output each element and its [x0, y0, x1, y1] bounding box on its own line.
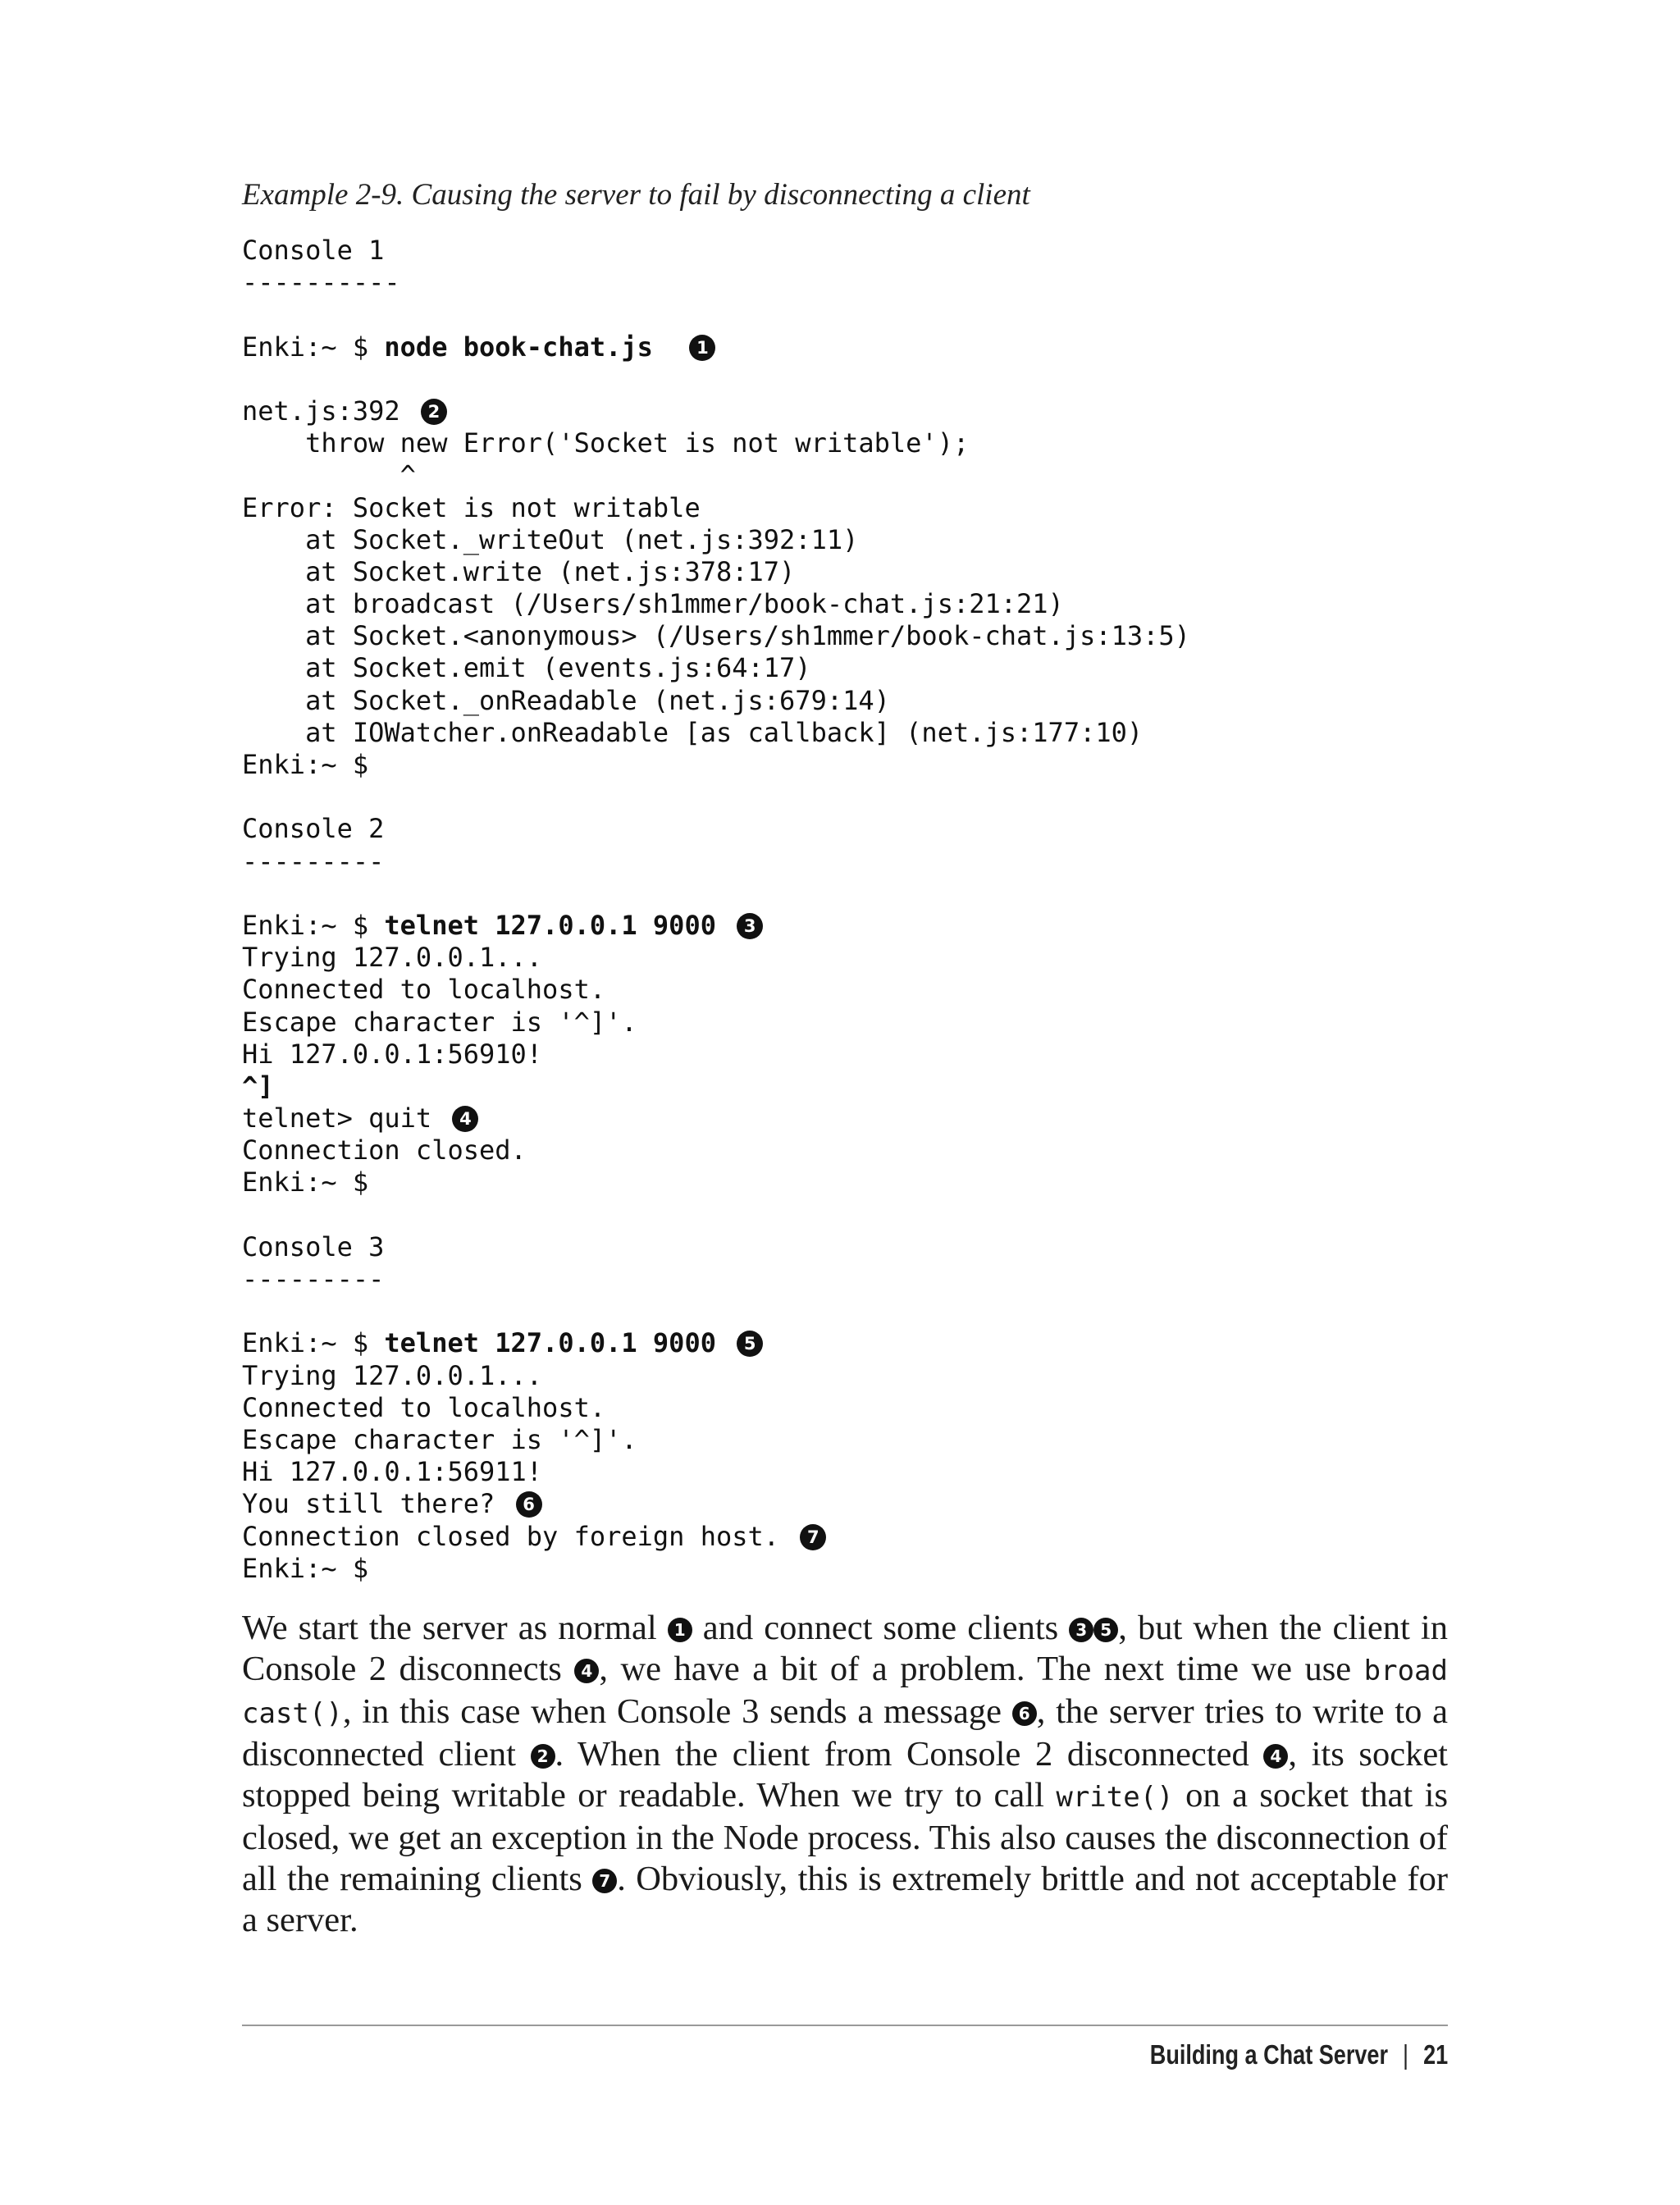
paragraph-text: . Obviously, this is extremely brittle and not acceptable for a server. — [242, 1860, 1448, 1939]
foreign-close-line — [242, 1521, 1190, 1553]
output-line: Escape character is '^]'. — [242, 1423, 637, 1455]
blank-line — [242, 363, 1190, 395]
shell-command: node book-chat.js — [384, 331, 653, 363]
shell-prompt: Enki:~ $ — [242, 331, 385, 363]
callout-3-icon: 3 — [737, 913, 763, 939]
connection-closed-foreign: Connection closed by foreign host. — [242, 1520, 780, 1552]
paragraph-text: . When the client from Console 2 disconnected — [555, 1735, 1264, 1774]
console1-header: Console 1 — [242, 235, 385, 266]
throw-line: throw new Error('Socket is not writable'); — [242, 427, 970, 459]
console3-divider: --------- — [242, 1263, 385, 1294]
paragraph-text: , its socket stopped being writable or readable. When we try to call — [242, 1735, 1448, 1815]
paragraph-text: , in this case when Console 3 sends a message — [342, 1692, 1012, 1731]
stack-frame: at Socket._onReadable (net.js:679:14) — [242, 684, 890, 716]
callout-2-icon: 2 — [531, 1744, 555, 1769]
callout-2-icon: 2 — [421, 399, 447, 425]
error-file: net.js:392 — [242, 395, 400, 427]
stack-frame: at Socket.write (net.js:378:17) — [242, 555, 796, 587]
paragraph-text: , the server tries to write to a disconnected client — [242, 1692, 1448, 1774]
paragraph-text: , we have a bit of a problem. The next time we use — [599, 1650, 1364, 1688]
stack-frame: at Socket._writeOut (net.js:392:11) — [242, 523, 859, 555]
console1-command-line — [242, 331, 1190, 363]
page-number: 21 — [1422, 2039, 1448, 2070]
footer-divider — [242, 2025, 1448, 2026]
console2-end-prompt: Enki:~ $ — [242, 1166, 369, 1198]
book-page — [242, 0, 1448, 2205]
output-line: Connected to localhost. — [242, 974, 606, 1006]
telnet-quit-line — [242, 1102, 1190, 1134]
shell-prompt: Enki:~ $ — [242, 1327, 385, 1359]
escape-sequence: ^] — [242, 1070, 274, 1102]
shell-command: telnet 127.0.0.1 9000 — [384, 1327, 716, 1359]
callout-7-icon: 7 — [592, 1869, 617, 1893]
console1-divider: ---------- — [242, 267, 400, 299]
output-line: Hi 127.0.0.1:56911! — [242, 1456, 543, 1488]
callout-7-icon: 7 — [800, 1524, 826, 1550]
callout-5-icon: 5 — [1093, 1618, 1118, 1642]
shell-prompt: Enki:~ $ — [242, 909, 385, 941]
paragraph-text: , but when the client in Console 2 disconnects — [242, 1609, 1448, 1688]
output-line: Escape character is '^]'. — [242, 1006, 637, 1038]
explanation-paragraph — [242, 1608, 1448, 1941]
paragraph-text: on a socket that is closed, we get an exception in the Node process. This also causes the disconnection of all the remaining clients — [242, 1776, 1448, 1898]
connection-closed: Connection closed. — [242, 1134, 527, 1166]
error-file-line — [242, 395, 1190, 427]
console1-end-prompt: Enki:~ $ — [242, 749, 369, 780]
section-title: Building a Chat Server — [1149, 2039, 1388, 2070]
console3-header: Console 3 — [242, 1230, 385, 1262]
callout-4-icon: 4 — [452, 1106, 478, 1132]
blank-line — [242, 299, 1190, 331]
console3-command-line — [242, 1327, 1190, 1359]
callout-1-icon: 1 — [689, 335, 715, 361]
output-line: Hi 127.0.0.1:56910! — [242, 1038, 543, 1070]
console2-header: Console 2 — [242, 813, 385, 845]
chat-message: You still there? — [242, 1488, 495, 1520]
blank-line — [242, 781, 1190, 813]
callout-6-icon: 6 — [516, 1491, 542, 1518]
callout-4-icon: 4 — [574, 1659, 599, 1683]
page-footer — [1150, 2039, 1448, 2070]
blank-line — [242, 1295, 1190, 1327]
stack-frame: at Socket.<anonymous> (/Users/sh1mmer/book-chat.js:13:5) — [242, 620, 1190, 652]
console2-command-line — [242, 910, 1190, 942]
code-listing — [242, 235, 1190, 1585]
callout-1-icon: 1 — [668, 1618, 692, 1642]
output-line: Connected to localhost. — [242, 1391, 606, 1423]
paragraph-text: We start the server as normal — [242, 1609, 668, 1647]
paragraph-text: and connect some clients — [692, 1609, 1070, 1647]
callout-3-icon: 3 — [1069, 1618, 1093, 1642]
footer-separator: | — [1402, 2039, 1408, 2070]
stack-frame: at IOWatcher.onReadable [as callback] (net.js:177:10) — [242, 716, 1144, 748]
inline-code-broadcast: broad cast() — [242, 1655, 1448, 1730]
shell-command: telnet 127.0.0.1 9000 — [384, 909, 716, 941]
blank-line — [242, 878, 1190, 910]
error-message: Error: Socket is not writable — [242, 491, 701, 523]
output-line: Trying 127.0.0.1... — [242, 942, 543, 974]
example-caption: Example 2-9. Causing the server to fail by disconnecting a client — [242, 178, 1030, 212]
callout-5-icon: 5 — [737, 1331, 763, 1357]
chat-message-line — [242, 1488, 1190, 1520]
callout-6-icon: 6 — [1012, 1701, 1037, 1726]
console3-end-prompt: Enki:~ $ — [242, 1552, 369, 1584]
callout-4-icon: 4 — [1263, 1744, 1288, 1769]
inline-code-write: write() — [1056, 1781, 1174, 1814]
stack-frame: at broadcast (/Users/sh1mmer/book-chat.js:21:21) — [242, 588, 1064, 620]
blank-line — [242, 1199, 1190, 1231]
output-line: Trying 127.0.0.1... — [242, 1359, 543, 1391]
telnet-quit: telnet> quit — [242, 1102, 432, 1134]
stack-frame: at Socket.emit (events.js:64:17) — [242, 652, 811, 684]
caret-line: ^ — [242, 459, 416, 491]
console2-divider: --------- — [242, 845, 385, 877]
